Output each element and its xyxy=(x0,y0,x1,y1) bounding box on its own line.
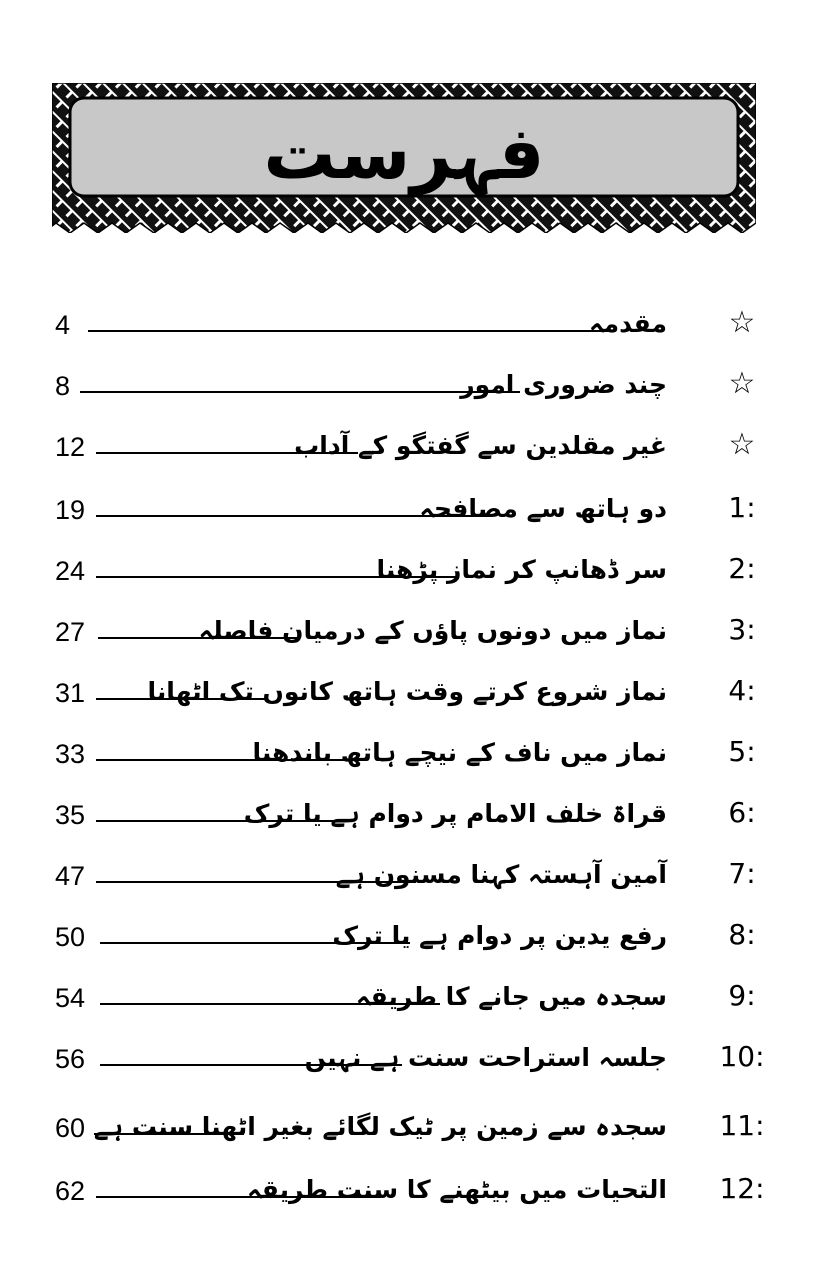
entry-number: 2: xyxy=(728,552,756,585)
toc-row[interactable] xyxy=(0,600,825,660)
entry-title: دو ہاتھ سے مصافحہ xyxy=(419,494,667,523)
leader-line xyxy=(88,330,608,332)
toc-row[interactable] xyxy=(0,478,825,538)
toc-row[interactable] xyxy=(0,783,825,843)
toc-row[interactable] xyxy=(0,905,825,965)
page-number: 31 xyxy=(55,678,86,708)
entry-title: آمین آہستہ کہنا مسنون ہے xyxy=(335,860,667,889)
page-number: 35 xyxy=(55,800,86,830)
toc-row[interactable] xyxy=(0,354,825,414)
leader-line xyxy=(96,452,358,454)
page-number: 56 xyxy=(55,1044,86,1074)
entry-number: 7: xyxy=(728,857,756,890)
leader-line xyxy=(94,1133,244,1135)
star-icon: ☆ xyxy=(728,427,756,462)
star-icon: ☆ xyxy=(728,305,756,340)
entry-number: 10: xyxy=(719,1040,765,1073)
entry-title: رفع یدین پر دوام ہے یا ترک xyxy=(332,921,667,950)
entry-number: 5: xyxy=(728,735,756,768)
toc-row[interactable] xyxy=(0,293,825,353)
page-title: فہرست xyxy=(263,110,545,195)
page-number: 60 xyxy=(55,1113,86,1143)
entry-title: سجدہ میں جانے کا طریقہ xyxy=(355,982,667,1011)
page-number: 54 xyxy=(55,983,86,1013)
entry-title: نماز میں ناف کے نیچے ہاتھ باندھنا xyxy=(252,738,667,767)
toc-row[interactable] xyxy=(0,415,825,475)
toc-row[interactable] xyxy=(0,539,825,599)
toc-row[interactable] xyxy=(0,1159,825,1219)
entry-number: 12: xyxy=(719,1172,765,1205)
page-number: 47 xyxy=(55,861,86,891)
page-number: 4 xyxy=(55,310,71,340)
page-number: 12 xyxy=(55,432,86,462)
leader-line xyxy=(96,881,416,883)
entry-title: نماز میں دونوں پاؤں کے درمیان فاصلہ xyxy=(198,616,667,645)
toc-row[interactable] xyxy=(0,1096,825,1156)
entry-title: التحیات میں بیٹھنے کا سنت طریقہ xyxy=(246,1175,667,1204)
entry-title: نماز شروع کرتے وقت ہاتھ کانوں تک اٹھانا xyxy=(147,677,667,706)
page-number: 33 xyxy=(55,739,86,769)
page-number: 27 xyxy=(55,617,86,647)
entry-number: 11: xyxy=(719,1109,765,1142)
leader-line xyxy=(96,576,456,578)
toc-row[interactable] xyxy=(0,661,825,721)
entry-title: جلسہ استراحت سنت ہے نہیں xyxy=(304,1043,667,1072)
entry-title: سجدہ سے زمین پر ٹیک لگائے بغیر اٹھنا سنت ہے xyxy=(93,1112,667,1141)
leader-line xyxy=(96,1196,381,1198)
leader-line xyxy=(96,759,346,761)
leader-line xyxy=(80,391,520,393)
entry-number: 8: xyxy=(728,918,756,951)
entry-number: 3: xyxy=(728,613,756,646)
leader-line xyxy=(96,698,266,700)
entry-number: 1: xyxy=(728,491,756,524)
toc-row[interactable] xyxy=(0,722,825,782)
page-number: 19 xyxy=(55,495,86,525)
leader-line xyxy=(96,820,346,822)
page-number: 24 xyxy=(55,556,86,586)
leader-line xyxy=(100,1003,440,1005)
leader-line xyxy=(96,515,488,517)
entry-title: مقدمہ xyxy=(588,309,667,338)
entry-title: سر ڈھانپ کر نماز پڑھنا xyxy=(376,555,667,584)
page-number: 8 xyxy=(55,371,71,401)
entry-number: 9: xyxy=(728,979,756,1012)
page-number: 50 xyxy=(55,922,86,952)
toc-row[interactable] xyxy=(0,966,825,1026)
leader-line xyxy=(100,1064,402,1066)
page-number: 62 xyxy=(55,1176,86,1206)
toc-row[interactable] xyxy=(0,1027,825,1087)
toc-row[interactable] xyxy=(0,844,825,904)
entry-title: چند ضروری امور xyxy=(460,370,667,399)
entry-title: غیر مقلدین سے گفتگو کے آداب xyxy=(294,431,667,460)
entry-number: 4: xyxy=(728,674,756,707)
entry-title: قراۃ خلف الامام پر دوام ہے یا ترک xyxy=(243,799,667,828)
entry-number: 6: xyxy=(728,796,756,829)
leader-line xyxy=(100,942,410,944)
star-icon: ☆ xyxy=(728,366,756,401)
leader-line xyxy=(98,637,298,639)
